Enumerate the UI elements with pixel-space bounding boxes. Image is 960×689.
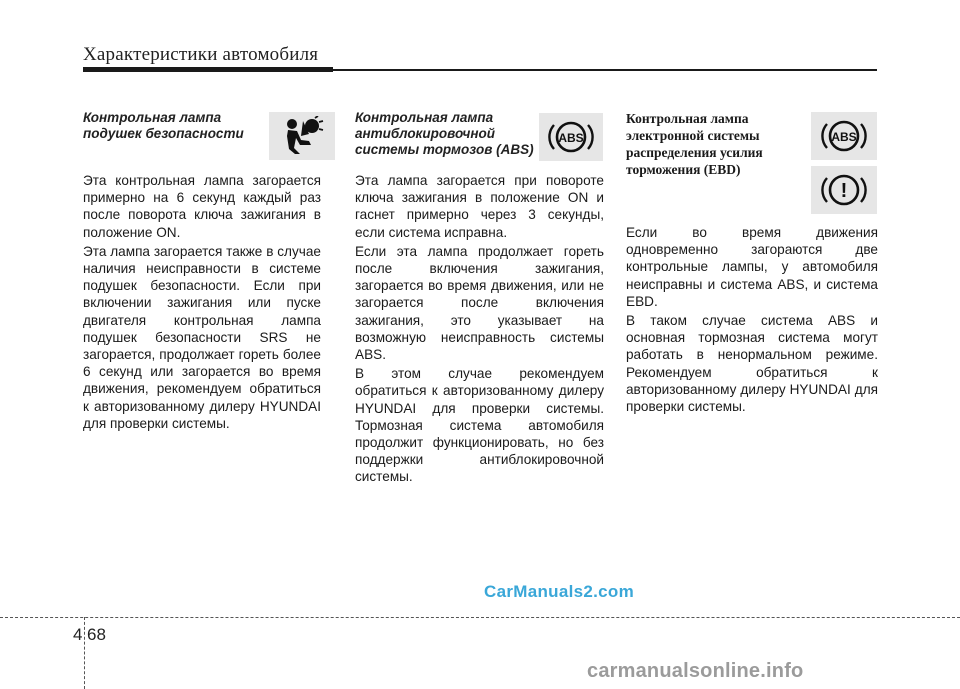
title-line: подушек безопасности [83, 126, 244, 141]
paragraph: Эта лампа загорается при повороте ключа зажигания в положение ON и гаснет примерно через 3 секунды, если система исправна. [355, 173, 604, 240]
abs-icon-text: ABS [558, 131, 584, 145]
ebd-section [626, 110, 878, 417]
airbag-section-head [83, 110, 321, 168]
abs-section-head [355, 110, 604, 168]
airbag-section [83, 110, 321, 434]
watermark-text: carmanualsonline.info [587, 660, 804, 682]
title-line: распределения усилия [626, 145, 763, 160]
paragraph: Если во время движения одновременно загораются две контрольные лампы, у автомобиля неисправны и система ABS, и система EBD. [626, 225, 878, 309]
title-line: Контрольная лампа [355, 110, 494, 125]
title-line: антиблокировочной [355, 126, 496, 141]
title-line: системы тормозов (ABS) [355, 142, 534, 157]
header-rule-thin [333, 69, 877, 71]
paragraph: Эта лампа загорается также в случае наличия неисправности в системе подушек безопасности. Если при включении зажигания или пуске двигателя контрольная лампа подушек безопасности SRS не загорается, продолжает гореть более 6 секунд или загорается во время движения, рекомендуем обратиться к авторизованному дилеру HYUNDAI для проверки системы. [83, 243, 321, 431]
airbag-body [83, 172, 321, 432]
page-number: 68 [87, 625, 106, 644]
abs-icon-text: ABS [831, 130, 857, 144]
title-line: электронной системы [626, 128, 760, 143]
airbag-warning-icon [269, 112, 335, 160]
title-line: Контрольная лампа [83, 110, 222, 125]
abs-warning-icon [539, 113, 603, 161]
footer-rule [0, 617, 960, 618]
abs-body [355, 172, 604, 486]
paragraph: Если эта лампа продолжает гореть после включения зажигания, загорается во время движения, или не загорается после включения зажигания, это указывает на возможную неисправность системы ABS. [355, 243, 604, 363]
abs-section [355, 110, 604, 488]
paragraph: В этом случае рекомендуем обратиться к авторизованному дилеру HYUNDAI для проверки системы. Тормозная система автомобиля продолжит функционировать, но без поддержки антиблокировочной системы. [355, 366, 604, 485]
header-rule-thick [83, 67, 333, 72]
abs-warning-icon [811, 112, 877, 160]
title-line: торможения (EBD) [626, 162, 741, 177]
ebd-section-head [626, 110, 878, 222]
paragraph: В таком случае система ABS и основная тормозная система могут работать в ненормальном режиме. Рекомендуем обратиться к авторизованному дилеру HYUNDAI для проверки системы. [626, 313, 878, 415]
page-header-title: Характеристики автомобиля [83, 44, 319, 65]
title-line: Контрольная лампа [626, 111, 749, 126]
chapter-number: 4 [73, 625, 83, 644]
ebd-body [626, 224, 878, 415]
paragraph: Эта контрольная лампа загорается примерно на 6 секунд каждый раз после поворота ключа зажигания в положение ON. [83, 173, 321, 240]
footer-divider [84, 617, 85, 689]
brake-icon-text: ! [840, 180, 848, 202]
watermark-link[interactable]: CarManuals2.com [484, 582, 634, 601]
brake-warning-icon [811, 166, 877, 214]
